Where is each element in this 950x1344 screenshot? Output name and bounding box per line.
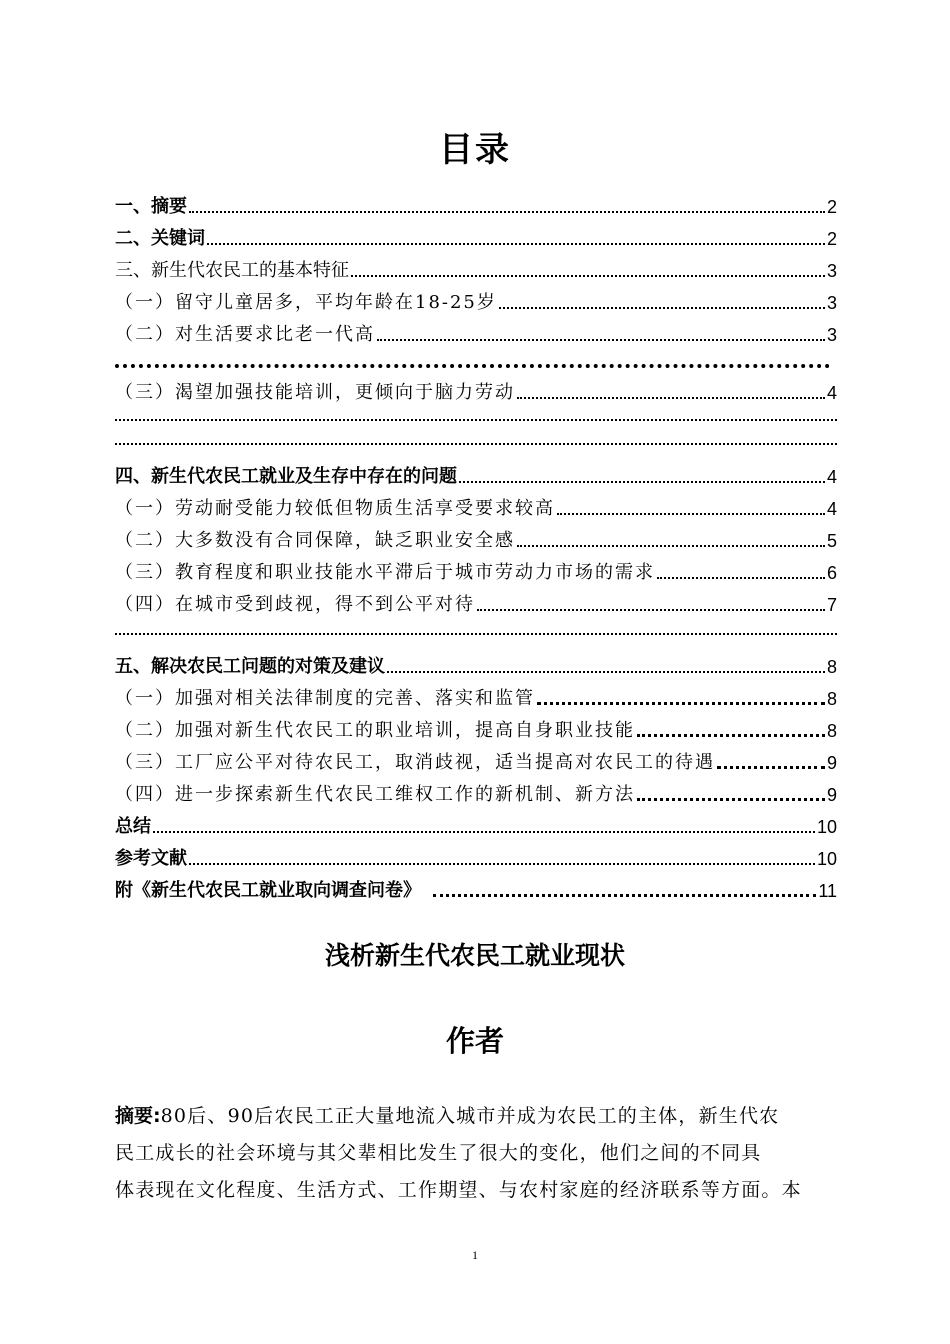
toc-entry-text: （一）留守儿童居多，平均年龄在18-25岁	[115, 292, 497, 313]
toc-entry-text: （二）大多数没有合同保障，缺乏职业安全感	[115, 530, 515, 551]
toc-entry-4-3[interactable]	[115, 556, 837, 586]
toc-entry-page: 3	[826, 261, 837, 281]
toc-entry-text: 五、解决农民工问题的对策及建议	[115, 656, 385, 677]
toc-entry-page: 10	[816, 849, 837, 869]
toc-leader	[459, 481, 825, 483]
toc-entry-page: 4	[826, 499, 837, 519]
abstract-paragraph	[115, 1098, 837, 1209]
toc-entry-abstract[interactable]	[115, 190, 837, 220]
toc-leader	[387, 671, 825, 673]
toc-leader	[557, 513, 825, 515]
toc-entry-section-3[interactable]	[115, 254, 837, 284]
toc-leader	[717, 766, 825, 769]
article-title: 浅析新生代农民工就业现状	[324, 941, 625, 970]
toc-entry-references[interactable]	[115, 842, 837, 872]
toc-entry-text: 三、新生代农民工的基本特征	[115, 260, 349, 281]
toc-entry-3-1[interactable]	[115, 286, 837, 316]
toc-entry-page: 10	[816, 817, 837, 837]
toc-leader	[517, 397, 825, 399]
toc-leader	[433, 894, 816, 897]
toc-entry-page: 8	[826, 689, 837, 709]
toc-entry-text: （二）对生活要求比老一代高	[115, 324, 375, 345]
toc-entry-4-2[interactable]	[115, 524, 837, 554]
toc-leader	[637, 734, 825, 737]
toc-entry-page: 7	[826, 595, 837, 615]
toc-entry-appendix[interactable]	[115, 874, 837, 904]
toc-entry-page: 4	[826, 383, 837, 403]
toc-entry-text: （三）教育程度和职业技能水平滞后于城市劳动力市场的需求	[115, 562, 655, 583]
toc-leader	[657, 577, 825, 579]
toc-entry-page: 9	[826, 753, 837, 773]
toc-entry-page: 8	[826, 657, 837, 677]
toc-entry-section-5[interactable]	[115, 650, 837, 680]
toc-entry-5-4[interactable]	[115, 778, 837, 808]
toc-entry-section-4[interactable]	[115, 460, 837, 490]
toc-leader	[477, 609, 825, 611]
toc-leader	[517, 545, 825, 547]
toc-entry-text: 一、摘要	[115, 196, 187, 217]
toc-entry-page: 8	[826, 721, 837, 741]
toc-entry-text: （三）渴望加强技能培训，更倾向于脑力劳动	[115, 382, 515, 403]
toc-entry-page: 3	[826, 293, 837, 313]
toc-leader	[207, 243, 825, 245]
toc-title: 目录	[439, 130, 511, 170]
toc-entry-text: 总结	[115, 816, 151, 837]
abstract-line-text: 80后、90后农民工正大量地流入城市并成为农民工的主体，新生代农	[160, 1105, 780, 1127]
toc-entry-5-1[interactable]	[115, 682, 837, 712]
abstract-line: 民工成长的社会环境与其父辈相比发生了很大的变化，他们之间的不同具	[115, 1142, 762, 1164]
toc-entry-page: 5	[826, 531, 837, 551]
toc-entry-text: （四）进一步探索新生代农民工维权工作的新机制、新方法	[115, 784, 635, 805]
toc-entry-3-2[interactable]	[115, 318, 837, 348]
toc-entry-4-1[interactable]	[115, 492, 837, 522]
article-author: 作者	[445, 1024, 504, 1058]
toc-entry-page: 11	[818, 881, 837, 901]
toc-dotted-rule	[115, 362, 830, 368]
toc-entry-page: 6	[826, 563, 837, 583]
abstract-label: 摘要:	[115, 1105, 161, 1127]
toc-entry-text: （四）在城市受到歧视，得不到公平对待	[115, 594, 475, 615]
toc-entry-5-3[interactable]	[115, 746, 837, 776]
toc-entry-text: 附《新生代农民工就业取向调查问卷》	[115, 880, 421, 901]
abstract-line	[115, 1098, 837, 1135]
toc-entry-text: 二、关键词	[115, 228, 205, 249]
toc-leader	[499, 307, 825, 309]
toc-leader	[189, 863, 815, 865]
toc-entry-text: 参考文献	[115, 848, 187, 869]
toc-entry-text: （二）加强对新生代农民工的职业培训，提高自身职业技能	[115, 720, 635, 741]
toc-entry-4-4[interactable]	[115, 588, 837, 618]
toc-leader	[189, 211, 825, 213]
toc-entry-page: 2	[826, 197, 837, 217]
toc-leader	[637, 798, 825, 801]
toc-entry-page: 2	[826, 229, 837, 249]
toc-entry-5-2[interactable]	[115, 714, 837, 744]
toc-entry-page: 4	[826, 467, 837, 487]
toc-entry-page: 3	[826, 325, 837, 345]
toc-entry-text: （一）劳动耐受能力较低但物质生活享受要求较高	[115, 498, 555, 519]
toc-leader	[351, 275, 825, 277]
toc-entry-text: 四、新生代农民工就业及生存中存在的问题	[115, 466, 457, 487]
toc-entry-page: 9	[826, 785, 837, 805]
abstract-line: 体表现在文化程度、生活方式、工作期望、与农村家庭的经济联系等方面。本	[115, 1179, 802, 1201]
toc-entry-summary[interactable]	[115, 810, 837, 840]
toc-leader	[537, 702, 825, 705]
toc-entry-text: （三）工厂应公平对待农民工，取消歧视，适当提高对农民工的待遇	[115, 752, 715, 773]
page-number: 1	[472, 1248, 478, 1262]
toc-dotted-rule	[115, 441, 837, 445]
toc-dotted-rule	[115, 417, 837, 421]
toc-entry-keywords[interactable]	[115, 222, 837, 252]
toc-leader	[377, 339, 825, 341]
toc-dotted-rule	[115, 631, 837, 635]
toc-leader	[153, 831, 815, 833]
toc-entry-text: （一）加强对相关法律制度的完善、落实和监管	[115, 688, 535, 709]
toc-entry-3-3[interactable]	[115, 376, 837, 406]
